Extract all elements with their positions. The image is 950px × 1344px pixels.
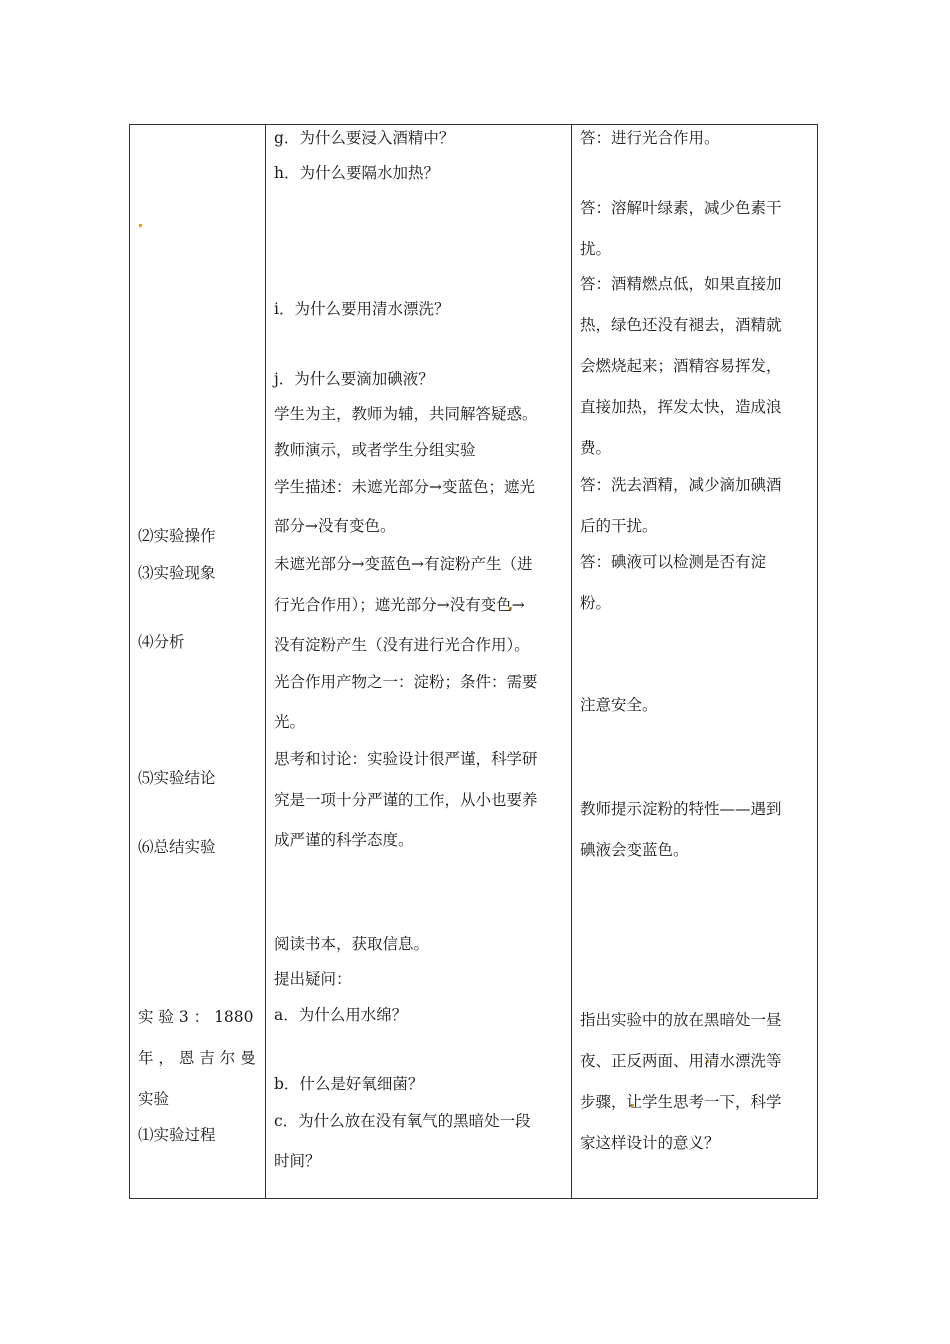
demo-text: 教师演示，或者学生分组实验 xyxy=(274,441,476,459)
mark-dot xyxy=(139,224,142,227)
answer-3-line-4: 直接加热，挥发太快，造成浪 xyxy=(580,398,782,416)
column-divider-2 xyxy=(571,125,572,1198)
design-note-3: 步骤，让学生思考一下，科学 xyxy=(580,1093,782,1111)
question-h: h．为什么要隔水加热？ xyxy=(274,164,439,182)
product-text-1: 光合作用产物之一：淀粉；条件：需要 xyxy=(274,673,538,691)
teacher-hint-1: 教师提示淀粉的特性——遇到 xyxy=(580,800,782,818)
step-analysis: ⑷分析 xyxy=(138,633,185,651)
step-operation: ⑵实验操作 xyxy=(138,527,216,545)
analysis-text-1: 未遮光部分→变蓝色→有淀粉产生（进 xyxy=(274,555,533,573)
question-b: b．什么是好氧细菌？ xyxy=(274,1075,424,1093)
answer-4-line-2: 后的干扰。 xyxy=(580,517,658,535)
answer-3-line-1: 答：酒精燃点低，如果直接加 xyxy=(580,275,782,293)
design-note-2: 夜、正反两面、用清水漂洗等 xyxy=(580,1052,782,1070)
read-text: 阅读书本，获取信息。 xyxy=(274,935,430,953)
question-c-2: 时间？ xyxy=(274,1152,321,1170)
answer-2-line-1: 答：溶解叶绿素，减少色素干 xyxy=(580,199,782,217)
describe-text-1: 学生描述：未遮光部分→变蓝色；遮光 xyxy=(274,478,535,496)
design-note-1: 指出实验中的放在黑暗处一昼 xyxy=(580,1011,782,1029)
ask-text: 提出疑问： xyxy=(274,970,352,988)
product-text-2: 光。 xyxy=(274,713,306,731)
question-g: g．为什么要浸入酒精中？ xyxy=(274,129,455,147)
analysis-text-3: 没有淀粉产生（没有进行光合作用）。 xyxy=(274,636,530,654)
answer-1: 答：进行光合作用。 xyxy=(580,129,720,147)
think-text-1: 思考和讨论：实验设计很严谨，科学研 xyxy=(274,750,538,768)
answer-2-line-2: 扰。 xyxy=(580,240,612,258)
answer-3-line-2: 热，绿色还没有褪去，酒精就 xyxy=(580,316,782,334)
design-note-4: 家这样设计的意义？ xyxy=(580,1134,720,1152)
column-divider-1 xyxy=(265,125,266,1198)
analysis-text-2: 行光合作用）；遮光部分→没有变色→ xyxy=(274,596,525,614)
discussion-text: 学生为主，教师为辅，共同解答疑惑。 xyxy=(274,405,538,423)
safety-note: 注意安全。 xyxy=(580,696,658,714)
answer-3-line-3: 会燃烧起来；酒精容易挥发， xyxy=(580,357,782,375)
step-process: ⑴实验过程 xyxy=(138,1126,216,1144)
step-phenomenon: ⑶实验现象 xyxy=(138,564,216,582)
question-a: a．为什么用水绵？ xyxy=(274,1006,408,1024)
question-j: j．为什么要滴加碘液？ xyxy=(274,370,434,388)
teacher-hint-2: 碘液会变蓝色。 xyxy=(580,841,689,859)
question-c-1: c．为什么放在没有氧气的黑暗处一段 xyxy=(274,1112,531,1130)
answer-3-line-5: 费。 xyxy=(580,439,612,457)
answer-4-line-1: 答：洗去酒精，减少滴加碘酒 xyxy=(580,476,782,494)
experiment3-title-1: 实 验 3 ： 1880 xyxy=(138,1008,254,1026)
experiment3-title-3: 实验 xyxy=(138,1090,170,1108)
step-conclusion: ⑸实验结论 xyxy=(138,769,216,787)
describe-text-2: 部分→没有变色。 xyxy=(274,517,396,535)
think-text-3: 成严谨的科学态度。 xyxy=(274,831,414,849)
answer-5-line-2: 粉。 xyxy=(580,594,612,612)
step-summary: ⑹总结实验 xyxy=(138,838,216,856)
question-i: i．为什么要用清水漂洗？ xyxy=(274,300,450,318)
experiment3-title-2: 年 ， 恩 吉 尔 曼 xyxy=(138,1049,256,1067)
think-text-2: 究是一项十分严谨的工作，从小也要养 xyxy=(274,791,538,809)
answer-5-line-1: 答：碘液可以检测是否有淀 xyxy=(580,553,767,571)
